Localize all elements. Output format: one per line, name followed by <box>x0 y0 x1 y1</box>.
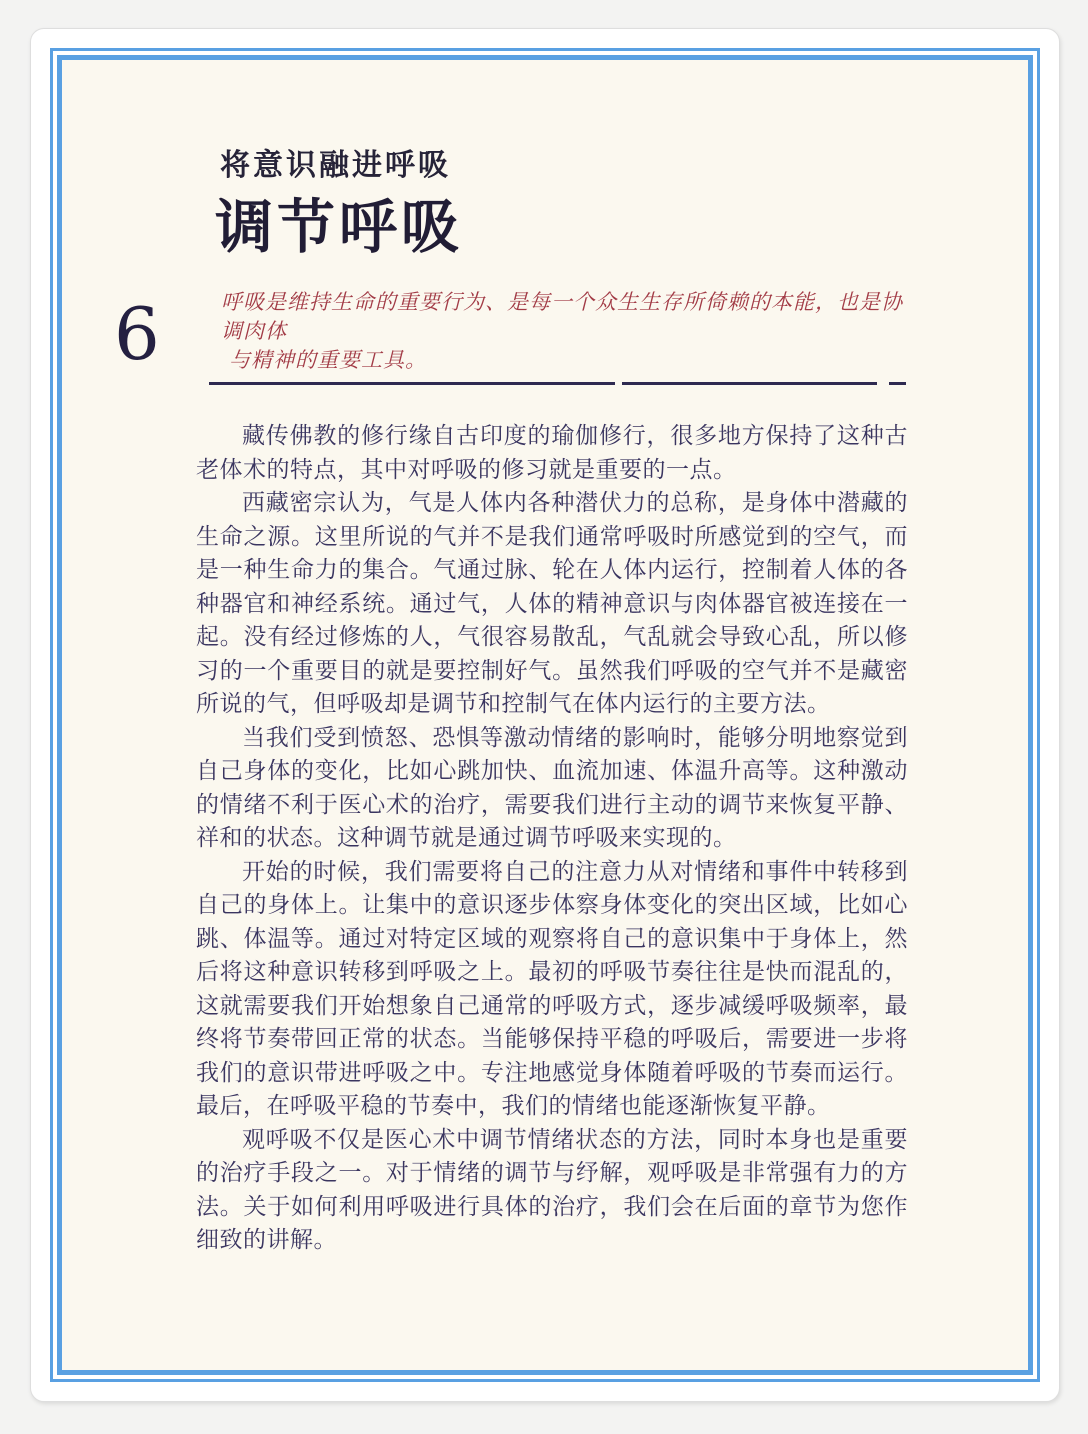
body-text <box>196 420 908 1258</box>
chapter-quote-line-1: 呼吸是维持生命的重要行为、是每一个众生生存所倚赖的本能，也是协调肉体 <box>221 290 903 343</box>
book-page-card <box>30 28 1060 1402</box>
divider-dash <box>889 382 906 385</box>
body-paragraph: 西藏密宗认为，气是人体内各种潜伏力的总称，是身体中潜藏的生命之源。这里所说的气并不是我们通常呼吸时所感觉到的空气，而是一种生命力的集合。气通过脉、轮在人体内运行，控制着人体的各种器官和神经系统。通过气，人体的精神意识与肉体器官被连接在一起。没有经过修炼的人，气很容易散乱，气乱就会导致心乱，所以修习的一个重要目的就是要控制好气。虽然我们呼吸的空气并不是藏密所说的气，但呼吸却是调节和控制气在体内运行的主要方法。 <box>196 490 908 717</box>
page-content <box>62 60 1028 1370</box>
divider-gap <box>615 382 622 385</box>
section-divider <box>209 382 906 385</box>
chapter-kicker: 将意识融进呼吸 <box>220 148 451 183</box>
chapter-number: 6 <box>114 292 160 376</box>
chapter-quote-line-2: 与精神的重要工具。 <box>229 348 427 372</box>
divider-segment <box>622 382 877 385</box>
divider-gap <box>877 382 889 385</box>
outer-blue-frame <box>50 48 1040 1382</box>
body-paragraph: 当我们受到愤怒、恐惧等激动情绪的影响时，能够分明地察觉到自己身体的变化，比如心跳加快、血流加速、体温升高等。这种激动的情绪不利于医心术的治疗，需要我们进行主动的调节来恢复平静、祥和的状态。这种调节就是通过调节呼吸来实现的。 <box>196 724 908 851</box>
chapter-quote <box>221 288 921 375</box>
divider-segment <box>209 382 615 385</box>
body-paragraph: 开始的时候，我们需要将自己的注意力从对情绪和事件中转移到自己的身体上。让集中的意识逐步体察身体变化的突出区域，比如心跳、体温等。通过对特定区域的观察将自己的意识集中于身体上，然后将这种意识转移到呼吸之上。最初的呼吸节奏往往是快而混乱的，这就需要我们开始想象自己通常的呼吸方式，逐步减缓呼吸频率，最终将节奏带回正常的状态。当能够保持平稳的呼吸后，需要进一步将我们的意识带进呼吸之中。专注地感觉身体随着呼吸的节奏而运行。最后，在呼吸平稳的节奏中，我们的情绪也能逐渐恢复平静。 <box>196 858 908 1119</box>
page-title: 调节呼吸 <box>215 193 464 261</box>
inner-blue-frame <box>57 55 1033 1375</box>
body-paragraph: 观呼吸不仅是医心术中调节情绪状态的方法，同时本身也是重要的治疗手段之一。对于情绪的调节与纾解，观呼吸是非常强有力的方法。关于如何利用呼吸进行具体的治疗，我们会在后面的章节为您作细致的讲解。 <box>196 1126 908 1253</box>
body-paragraph: 藏传佛教的修行缘自古印度的瑜伽修行，很多地方保持了这种古老体术的特点，其中对呼吸的修习就是重要的一点。 <box>196 423 908 483</box>
